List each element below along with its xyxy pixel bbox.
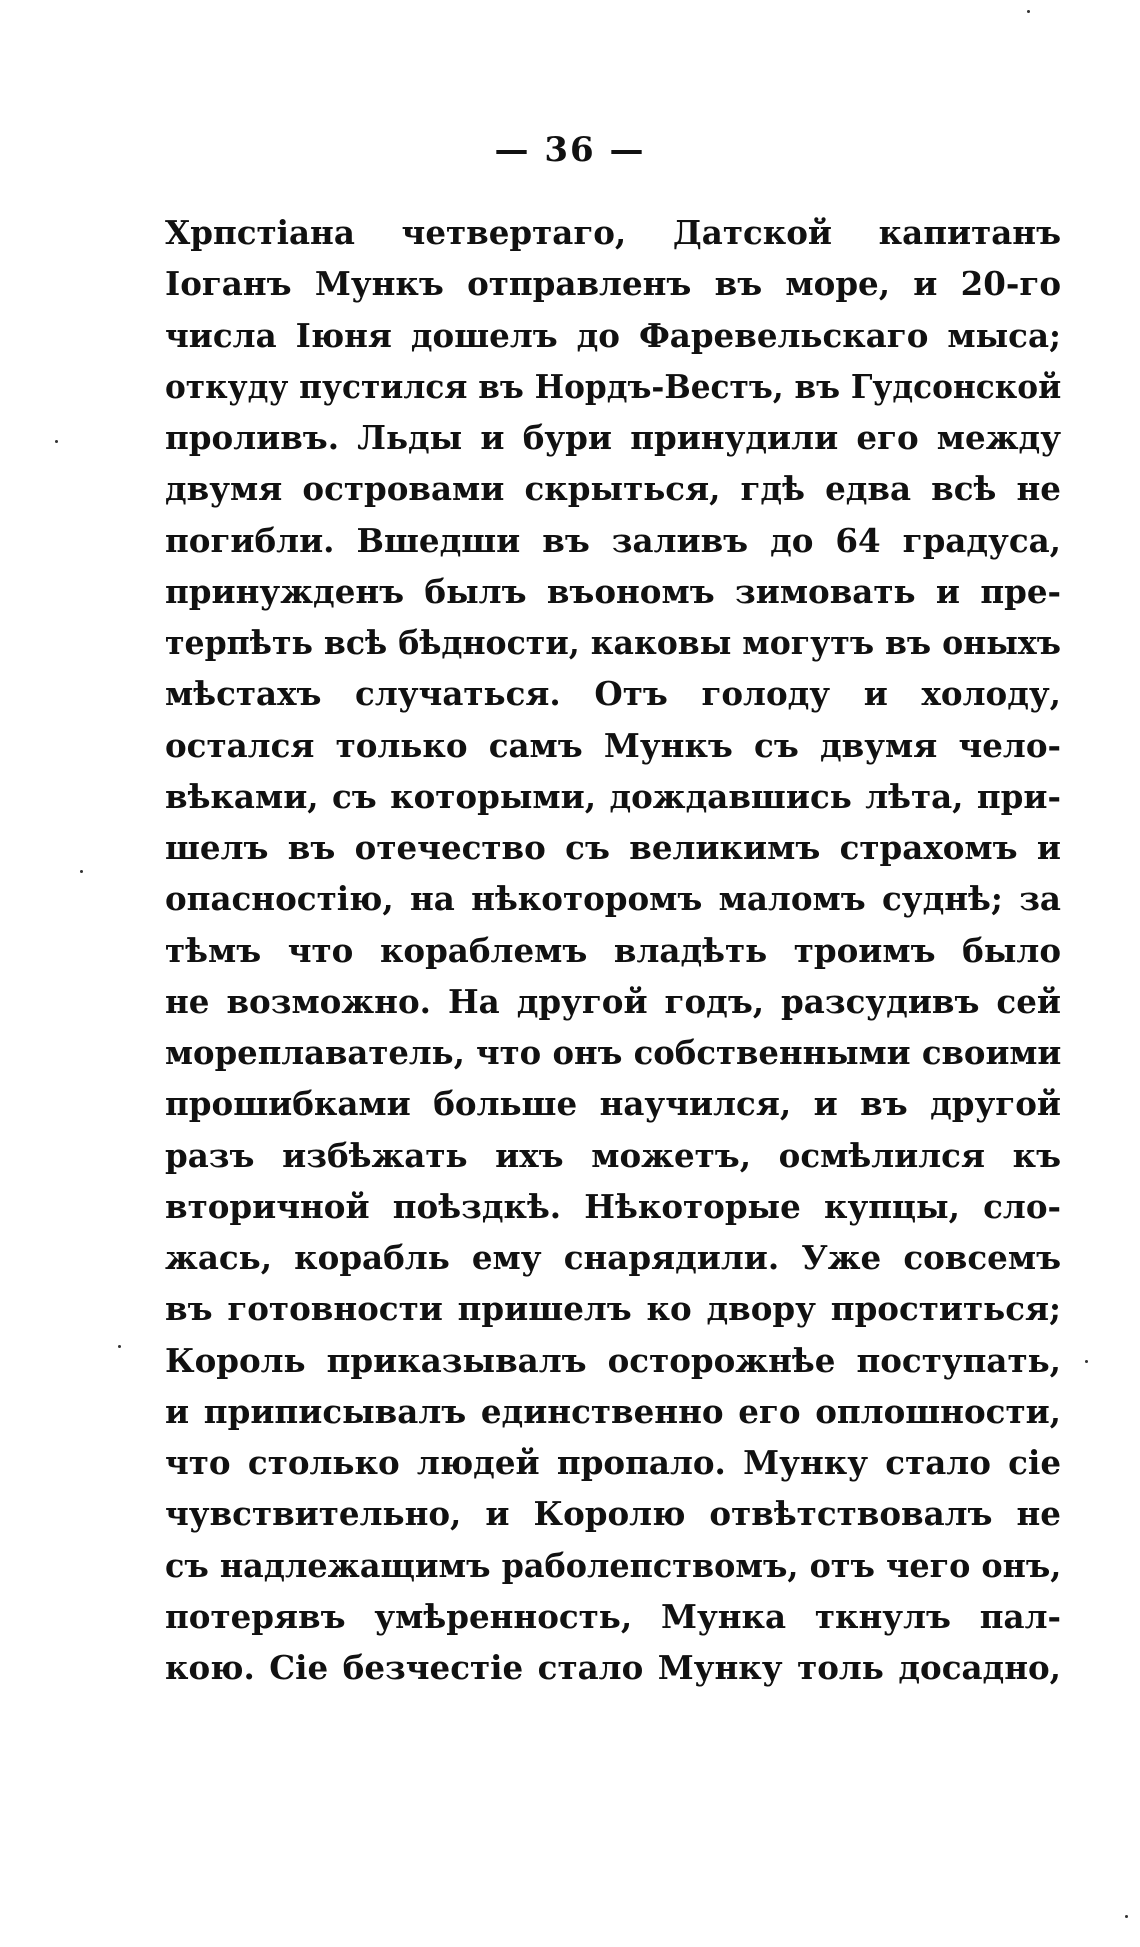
text-line: шелъ въ отечество съ великимъ страхомъ и	[165, 828, 1061, 867]
text-line: не возможно. На другой годъ, разсудивъ сей	[165, 981, 1061, 1021]
text-line: жась, корабль ему снарядили. Уже совсемъ	[165, 1238, 1061, 1277]
text-line: числа Іюня дошелъ до Фаревельскаго мыса;	[165, 315, 1061, 355]
text-line: двумя островами скрыться, гдѣ едва всѣ не	[165, 469, 1061, 509]
text-line: что столько людей пропало. Мунку стало сіе	[165, 1443, 1061, 1482]
text-line: опасностію, на нѣкоторомъ маломъ суднѣ; за	[165, 879, 1061, 919]
text-line: Іоганъ Мункъ отправленъ въ море, и 20-го	[165, 264, 1061, 304]
paper-speck	[55, 440, 58, 443]
text-line: потерявъ умѣренность, Мунка ткнулъ пал-	[165, 1596, 1061, 1636]
paper-speck	[1027, 10, 1030, 13]
paper-speck	[80, 870, 83, 873]
text-line: откуду пустился въ Нордъ-Вестъ, въ Гудсонской	[165, 366, 1062, 406]
text-line: мѣстахъ случаться. Отъ голоду и холоду,	[165, 674, 1061, 714]
page-number: — 36 —	[494, 130, 646, 170]
text-line: принужденъ былъ въономъ зимовать и пре-	[165, 571, 1061, 611]
text-line: вѣками, съ которыми, дождавшись лѣта, при-	[165, 776, 1061, 816]
text-line: остался только самъ Мункъ съ двумя чело-	[165, 725, 1061, 765]
text-line: съ надлежащимъ раболепствомъ, отъ чего онъ,	[165, 1545, 1062, 1585]
text-line: проливъ. Льды и бури принудили его между	[165, 418, 1061, 457]
text-line: прошибками больше научился, и въ другой	[165, 1084, 1061, 1124]
text-line: въ готовности пришелъ ко двору проститься;	[165, 1289, 1061, 1329]
text-line: кою. Сіе безчестіе стало Мунку толь досадно,	[165, 1648, 1061, 1687]
text-line: терпѣть всѣ бѣдности, каковы могутъ въ оныхъ	[165, 623, 1061, 662]
paper-speck	[1125, 1915, 1128, 1918]
text-line: и приписывалъ единственно его оплошности,	[165, 1391, 1061, 1431]
text-line: чувствительно, и Королю отвѣтствовалъ не	[165, 1494, 1061, 1534]
text-line: разъ избѣжать ихъ можетъ, осмѣлился къ	[165, 1135, 1061, 1175]
text-line: тѣмъ что кораблемъ владѣть троимъ было	[165, 930, 1061, 970]
paper-speck	[118, 1345, 121, 1348]
text-line: мореплаватель, что онъ собственными своими	[165, 1033, 1062, 1072]
text-line: Хрпстіана четвертаго, Датской капитанъ	[165, 213, 1061, 252]
text-line: Король приказывалъ осторожнѣе поступать,	[165, 1340, 1061, 1380]
text-line: вторичной поѣздкѣ. Нѣкоторые купцы, сло-	[165, 1186, 1061, 1226]
paper-speck	[1085, 1360, 1088, 1363]
body-text	[165, 207, 1061, 1693]
text-line: погибли. Вшедши въ заливъ до 64 градуса,	[165, 520, 1061, 560]
